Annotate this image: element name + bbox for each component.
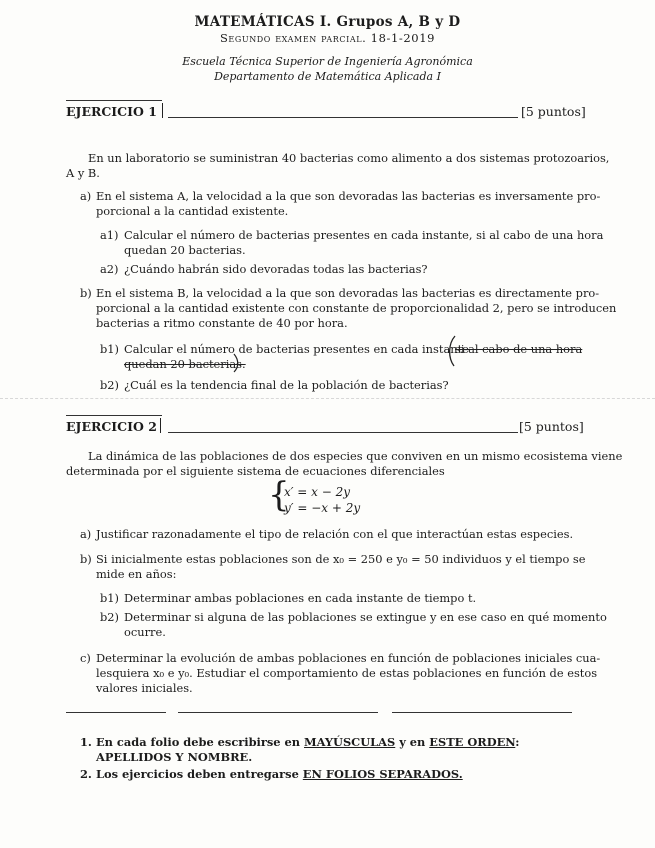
exercise-2-label: EJERCICIO 2 bbox=[66, 419, 157, 434]
ex1-a1-line-1: Calcular el número de bacterias presentes en cada instante, si al cabo de una hora bbox=[124, 228, 604, 242]
equation-brace: { bbox=[268, 475, 290, 515]
ex1-b-marker: b) bbox=[80, 286, 92, 300]
ex1-b1-struck-1: si al cabo de una hora bbox=[455, 342, 583, 356]
footer-separator-right bbox=[392, 712, 572, 713]
ex2-c-marker: c) bbox=[80, 651, 91, 665]
note-1-text-c: y en bbox=[395, 735, 430, 749]
handwritten-paren-right bbox=[232, 352, 242, 374]
exercise-1-bar bbox=[162, 103, 163, 118]
ex2-b2-marker: b2) bbox=[100, 610, 119, 624]
exercise-1-rule bbox=[168, 117, 518, 118]
ex1-b1-marker: b1) bbox=[100, 342, 119, 356]
ex2-b-marker: b) bbox=[80, 552, 92, 566]
ex1-a-marker: a) bbox=[80, 189, 92, 203]
ex1-a2-marker: a2) bbox=[100, 262, 119, 276]
scan-fold-line bbox=[0, 398, 655, 399]
ex2-b2-line-2: ocurre. bbox=[124, 625, 166, 639]
school-name: Escuela Técnica Superior de Ingeniería Agronómica bbox=[182, 55, 473, 68]
footer-separator-left bbox=[66, 712, 166, 713]
ex2-b-line-2: mide en años: bbox=[96, 567, 177, 581]
ex2-a-line-1: Justificar razonadamente el tipo de relación con el que interactúan estas especies. bbox=[96, 527, 574, 541]
note-1-number: 1. bbox=[80, 735, 92, 749]
ex1-intro-line-2: A y B. bbox=[66, 166, 100, 180]
note-1-text-a: En cada folio debe escribirse en bbox=[96, 735, 304, 749]
ex2-b-line-1: Si inicialmente estas poblaciones son de x₀ = 250 e y₀ = 50 individuos y el tiempo se bbox=[96, 552, 586, 566]
ex2-c-line-3: valores iniciales. bbox=[96, 681, 193, 695]
note-2-number: 2. bbox=[80, 767, 92, 781]
exam-title: MATEMÁTICAS I. Grupos A, B y D bbox=[194, 14, 461, 30]
ex1-b-line-1: En el sistema B, la velocidad a la que son devoradas las bacterias es directamente pro- bbox=[96, 286, 600, 300]
exercise-1-overline bbox=[66, 100, 162, 101]
ex1-a-line-2: porcional a la cantidad existente. bbox=[96, 204, 289, 218]
exercise-2-points: [5 puntos] bbox=[519, 419, 584, 434]
equation-1: x′ = x − 2y bbox=[284, 485, 351, 499]
note-1-line-1 bbox=[96, 735, 520, 750]
note-1-mayusculas: MAYÚSCULAS bbox=[304, 735, 396, 749]
ex1-b-line-3: bacterias a ritmo constante de 40 por hora. bbox=[96, 316, 348, 330]
ex1-b1-line-1: Calcular el número de bacterias presentes en cada instante bbox=[124, 342, 469, 356]
footer-separator-mid bbox=[178, 712, 378, 713]
exercise-2-overline bbox=[66, 415, 162, 416]
note-2-line-1 bbox=[96, 767, 463, 782]
ex2-c-line-2: lesquiera x₀ e y₀. Estudiar el comportamiento de estas poblaciones en función de estos bbox=[96, 666, 598, 680]
ex1-b-line-2: porcional a la cantidad existente con constante de proporcionalidad 2, pero se introducen bbox=[96, 301, 617, 315]
note-1-line-2: APELLIDOS Y NOMBRE. bbox=[96, 750, 253, 764]
exercise-1-label: EJERCICIO 1 bbox=[66, 104, 157, 119]
ex1-a1-marker: a1) bbox=[100, 228, 119, 242]
department-name: Departamento de Matemática Aplicada I bbox=[214, 70, 441, 83]
equation-2: y′ = −x + 2y bbox=[284, 501, 361, 515]
ex1-b2-line-1: ¿Cuál es la tendencia final de la población de bacterias? bbox=[124, 378, 449, 392]
ex2-c-line-1: Determinar la evolución de ambas poblaciones en función de poblaciones iniciales cua- bbox=[96, 651, 601, 665]
ex2-b1-line-1: Determinar ambas poblaciones en cada instante de tiempo t. bbox=[124, 591, 477, 605]
ex1-a2-line-1: ¿Cuándo habrán sido devoradas todas las bacterias? bbox=[124, 262, 428, 276]
ex2-a-marker: a) bbox=[80, 527, 92, 541]
exercise-2-rule bbox=[168, 432, 518, 433]
note-1-este-orden: ESTE ORDEN bbox=[429, 735, 516, 749]
exercise-2-bar bbox=[160, 418, 161, 433]
ex2-intro-line-2: determinada por el siguiente sistema de ecuaciones diferenciales bbox=[66, 464, 445, 478]
ex2-b1-marker: b1) bbox=[100, 591, 119, 605]
exercise-1-points: [5 puntos] bbox=[521, 104, 586, 119]
ex1-intro-line-1: En un laboratorio se suministran 40 bacterias como alimento a dos sistemas protozoarios, bbox=[88, 151, 610, 165]
note-2-text-a: Los ejercicios deben entregarse bbox=[96, 767, 303, 781]
note-1-colon: : bbox=[515, 735, 520, 749]
ex1-b2-marker: b2) bbox=[100, 378, 119, 392]
ex2-intro-line-1: La dinámica de las poblaciones de dos especies que conviven en un mismo ecosistema viene bbox=[88, 449, 623, 463]
ex2-b2-line-1: Determinar si alguna de las poblaciones se extingue y en ese caso en qué momento bbox=[124, 610, 607, 624]
ex1-b1-struck-2: quedan 20 bacterias. bbox=[124, 357, 246, 371]
ex1-a1-line-2: quedan 20 bacterias. bbox=[124, 243, 246, 257]
note-2-folios-separados: EN FOLIOS SEPARADOS. bbox=[302, 767, 463, 781]
ex1-a-line-1: En el sistema A, la velocidad a la que son devoradas las bacterias es inversamente pro- bbox=[96, 189, 601, 203]
exam-subtitle: Segundo examen parcial. 18-1-2019 bbox=[219, 31, 436, 45]
